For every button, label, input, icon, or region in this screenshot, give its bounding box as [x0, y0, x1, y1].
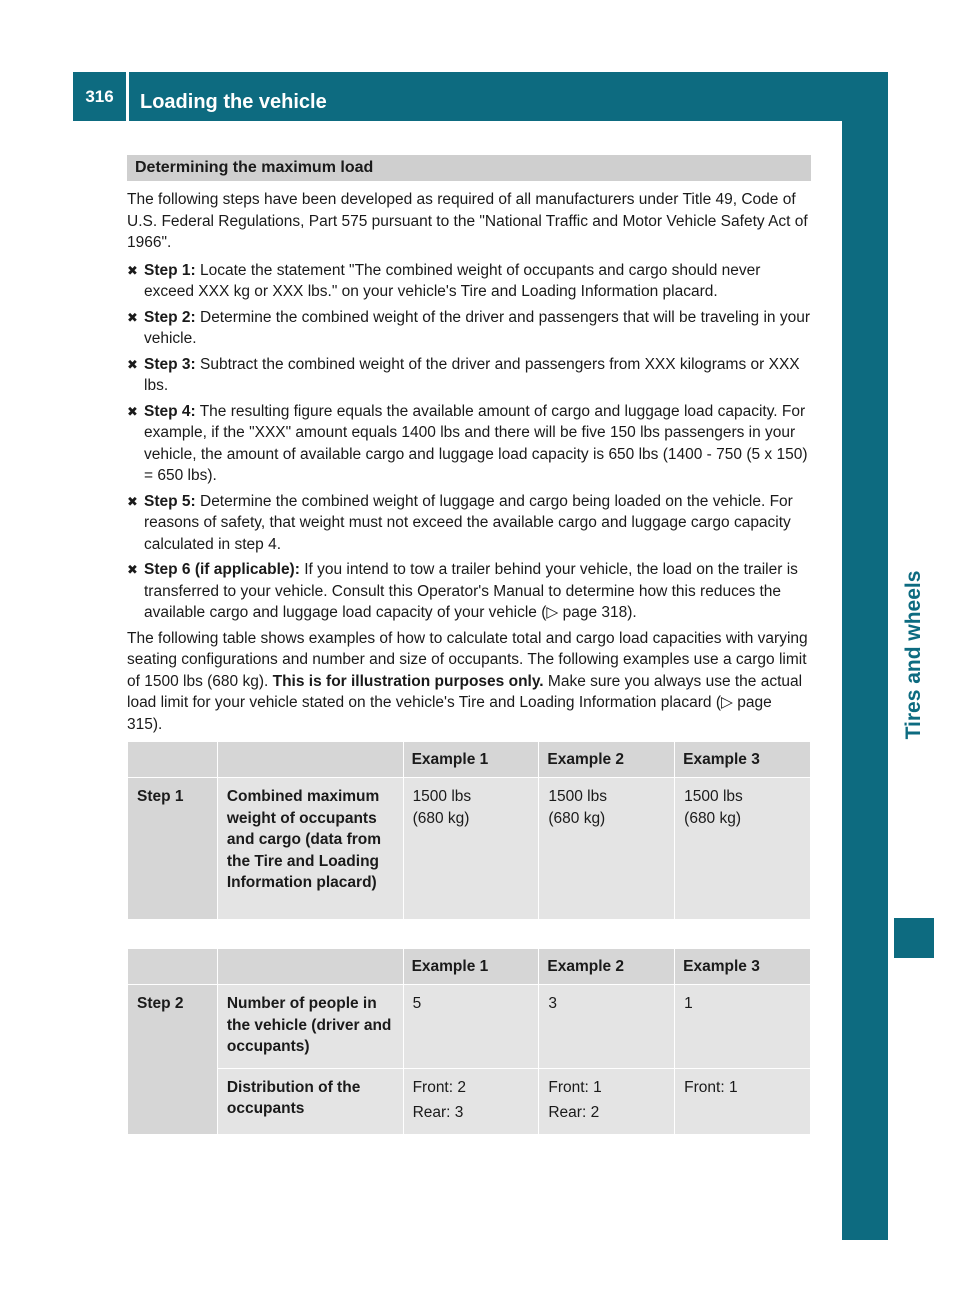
- step-cell: Step 2: [128, 985, 218, 1135]
- step-item: [127, 401, 811, 487]
- value-cell: 1: [675, 985, 811, 1069]
- header-divider: [126, 72, 129, 121]
- table-row: [128, 778, 811, 920]
- step-label: Step 3:: [144, 355, 196, 373]
- step-arrow-icon: ✖: [127, 493, 138, 509]
- table-step-2: [127, 948, 811, 1135]
- table-header-cell: [128, 949, 218, 985]
- value-cell: 5: [403, 985, 539, 1069]
- step-item: [127, 260, 811, 303]
- table-header-cell: Example 1: [403, 949, 539, 985]
- table-header-row: [128, 949, 811, 985]
- table-header-row: [128, 742, 811, 778]
- page-title: Loading the vehicle: [140, 91, 327, 113]
- value-cell: [675, 1068, 811, 1134]
- illustration-note: This is for illustration purposes only.: [272, 672, 544, 690]
- front-count: Front: 2: [412, 1078, 466, 1096]
- table-header-cell: Example 2: [539, 742, 675, 778]
- table-header-cell: Example 1: [403, 742, 539, 778]
- table-header-cell: Example 3: [675, 949, 811, 985]
- value-cell: 1500 lbs (680 kg): [403, 778, 539, 920]
- step-list: [127, 260, 811, 624]
- intro-paragraph: The following steps have been developed as required of all manufacturers under Title 49, Code of U.S. Federal Regulations, Part 575 pursuant to the "National Traffic and Motor Vehicle Safety Act of 1966".: [127, 191, 808, 251]
- step-label: Step 1:: [144, 261, 196, 279]
- step-label: Step 4:: [144, 402, 196, 420]
- front-count: Front: 1: [548, 1078, 602, 1096]
- table-step-1: [127, 741, 811, 920]
- step-item: [127, 307, 811, 350]
- step-arrow-icon: ✖: [127, 262, 138, 278]
- value-cell: [403, 1068, 539, 1134]
- front-count: Front: 1: [684, 1078, 738, 1096]
- page-number: 316: [85, 87, 114, 106]
- step-arrow-icon: ✖: [127, 356, 138, 372]
- row-label: Number of people in the vehicle (driver and occupants): [217, 985, 403, 1069]
- step-text: Locate the statement "The combined weight of occupants and cargo should never exceed XXX kg or XXX lbs." on your vehicle's Tire and Loading Information placard.: [144, 261, 761, 300]
- table-header-cell: [128, 742, 218, 778]
- step-text: If you intend to tow a trailer behind your vehicle, the load on the trailer is transferred to your vehicle. Consult this Operator's Manual to determine how this reduces the available cargo and luggage load capacity of your vehicle (▷ page 318).: [144, 561, 798, 621]
- value-cell: 1500 lbs (680 kg): [539, 778, 675, 920]
- step-arrow-icon: ✖: [127, 562, 138, 577]
- rear-count: Rear: 2: [548, 1104, 600, 1121]
- step-text: Subtract the combined weight of the driver and passengers from XXX kilograms or XXX lbs.: [144, 355, 800, 394]
- step-arrow-icon: ✖: [127, 309, 138, 325]
- table-header-cell: Example 3: [675, 742, 811, 778]
- side-tab-marker: [894, 918, 934, 958]
- step-label: Step 5:: [144, 492, 196, 510]
- step-text: Determine the combined weight of luggage and cargo being loaded on the vehicle. For reasons of safety, that weight must not exceed the available cargo and luggage cargo capacity calculated in step 4.: [144, 492, 793, 553]
- row-label: Combined maximum weight of occupants and cargo (data from the Tire and Loading Information placard): [217, 778, 403, 920]
- table-header-cell: Example 2: [539, 949, 675, 985]
- side-bar: [842, 121, 888, 1240]
- table-header-cell: [217, 742, 403, 778]
- table-row: [128, 985, 811, 1069]
- table-row: [128, 1068, 811, 1134]
- section-heading: Determining the maximum load: [127, 155, 811, 181]
- step-text: Determine the combined weight of the driver and passengers that will be traveling in your vehicle.: [144, 308, 810, 347]
- table-header-cell: [217, 949, 403, 985]
- step-arrow-icon: ✖: [127, 403, 138, 419]
- main-content: [127, 155, 811, 1135]
- step-text: The resulting figure equals the available amount of cargo and luggage load capacity. For example, if the "XXX" amount equals 1400 lbs and there will be five 150 lbs passengers in your vehicle, the amount of available cargo and luggage load capacity is 650 lbs (1400 - 750 (5 x 150) = 650 lbs).: [144, 402, 808, 484]
- value-cell: [539, 1068, 675, 1134]
- rear-count: Rear: 3: [412, 1104, 464, 1121]
- row-label: Distribution of the occupants: [217, 1068, 403, 1134]
- step-label: Step 6 (if applicable):: [144, 561, 300, 578]
- step-item: [127, 559, 811, 624]
- step-item: [127, 354, 811, 397]
- step-item: [127, 491, 811, 556]
- value-cell: 3: [539, 985, 675, 1069]
- step-cell: Step 1: [128, 778, 218, 920]
- value-cell: 1500 lbs (680 kg): [675, 778, 811, 920]
- table-intro-paragraph: The following table shows examples of how to calculate total and cargo load capacities with varying seating configurations and number and size of occupants. The following examples use a cargo limit of 1500 lbs (680 kg). This is for illustration purposes only. Make sure you always use the actual load limit for your vehicle stated on the vehicle's Tire and Loading Information placard (▷ page 315).: [127, 629, 808, 733]
- side-tab-label: Tires and wheels: [902, 570, 925, 740]
- step-label: Step 2:: [144, 308, 196, 326]
